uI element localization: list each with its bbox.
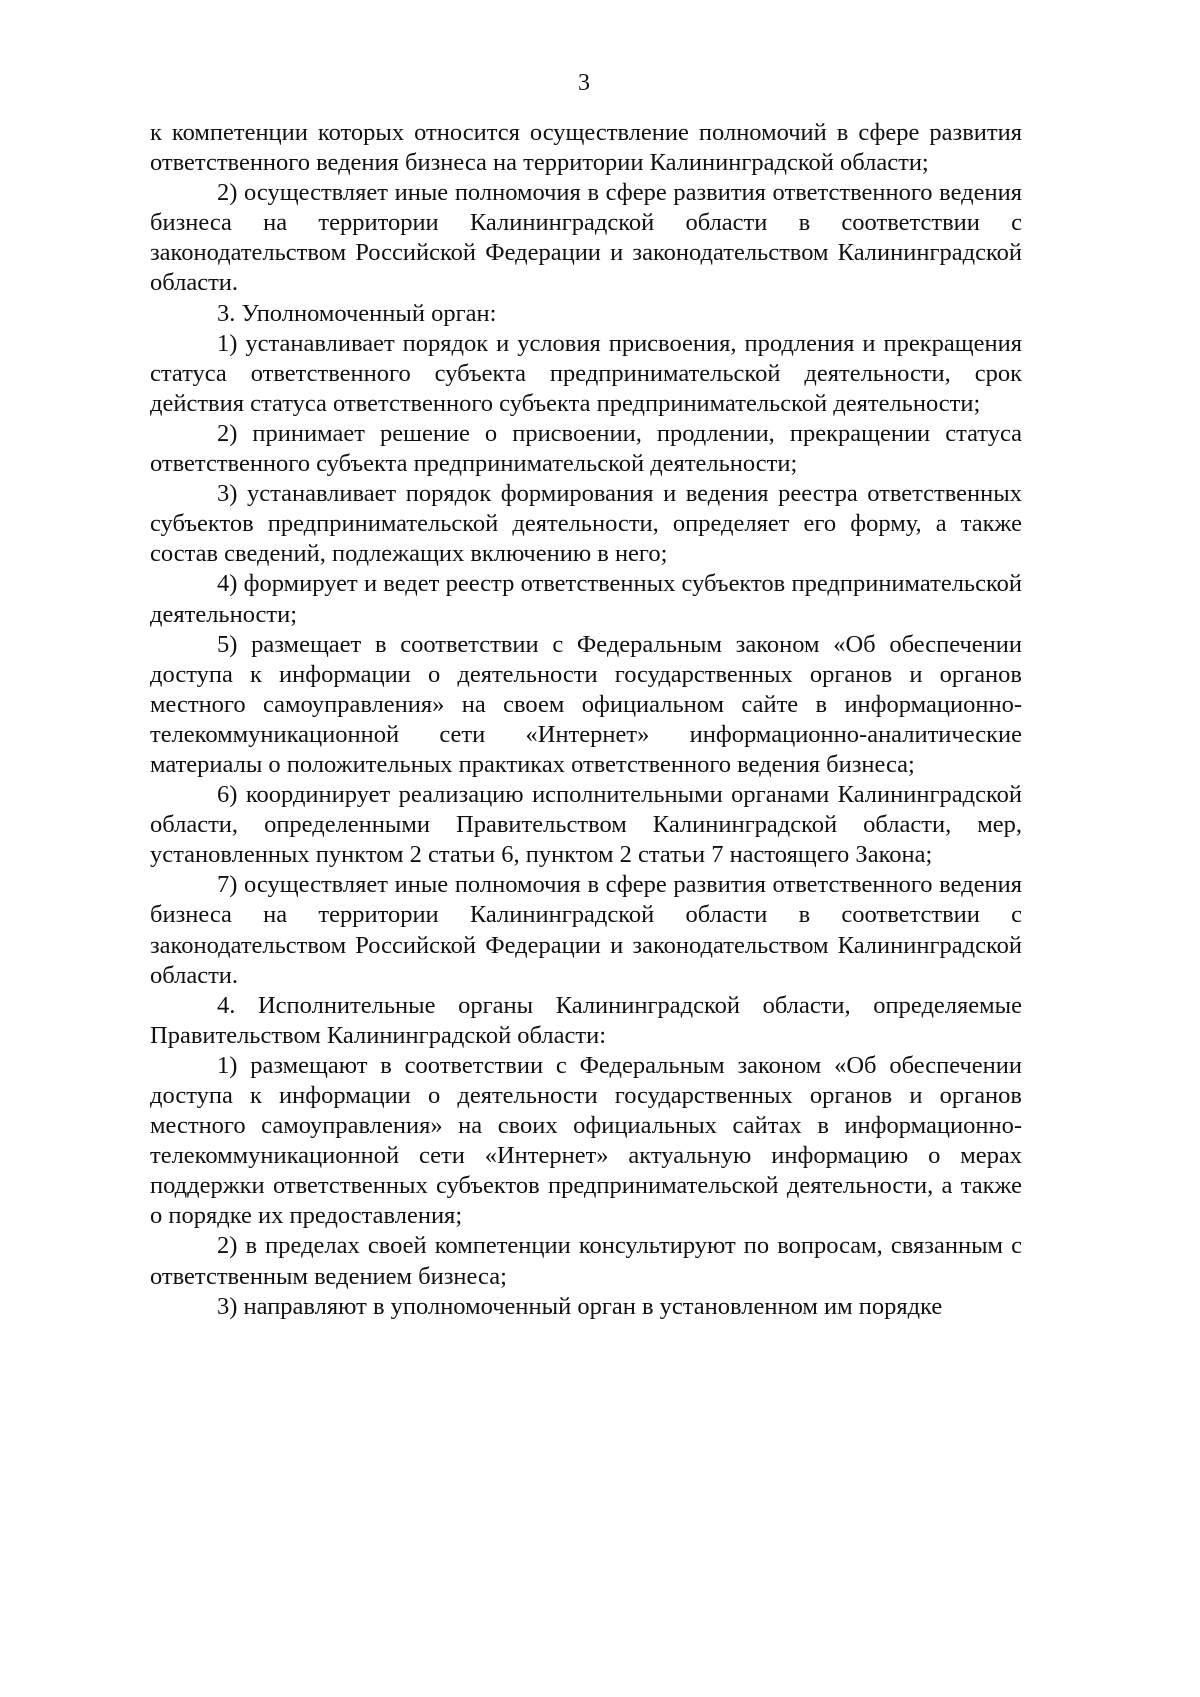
paragraph: 1) размещают в соответствии с Федеральным законом «Об обеспечении доступа к информации о деятельности государственных органов и органов местного самоуправления» на своих официальных сайтах в информационно-телекоммуникационной сети «Интернет» актуальную информацию о мерах поддержки ответственных субъектов предпринимательской деятельности, а также о порядке их предоставления; — [150, 1051, 1022, 1230]
paragraph: 3) направляют в уполномоченный орган в установленном им порядке — [217, 1292, 943, 1320]
paragraph: 1) устанавливает порядок и условия присвоения, продления и прекращения статуса ответственного субъекта предпринимательской деятельности, срок действия статуса ответственного субъекта предпринимательской деятельности; — [150, 329, 1022, 417]
paragraph: 2) в пределах своей компетенции консультируют по вопросам, связанным с ответственным ведением бизнеса; — [150, 1232, 1022, 1290]
paragraph: 2) принимает решение о присвоении, продлении, прекращении статуса ответственного субъекта предпринимательской деятельности; — [150, 419, 1022, 478]
document-body — [150, 118, 1022, 1322]
paragraph: к компетенции которых относится осуществление полномочий в сфере развития ответственного ведения бизнеса на территории Калининградской области; — [150, 119, 1022, 177]
section-heading: 4. Исполнительные органы Калининградской области, определяемые Правительством Калининградской области: — [150, 991, 1022, 1049]
paragraph: 2) осуществляет иные полномочия в сфере развития ответственного ведения бизнеса на территории Калининградской области в соответствии с законодательством Российской Федерации и законодательством Калининградской области. — [150, 179, 1022, 297]
paragraph: 5) размещает в соответствии с Федеральным законом «Об обеспечении доступа к информации о деятельности государственных органов и органов местного самоуправления» на своем официальном сайте в информационно-телекоммуникационной сети «Интернет» информационно-аналитические материалы о положительных практиках ответственного ведения бизнеса; — [150, 630, 1022, 778]
paragraph: 6) координирует реализацию исполнительными органами Калининградской области, определенными Правительством Калининградской области, мер, установленных пунктом 2 статьи 6, пунктом 2 статьи 7 настоящего Закона; — [150, 781, 1022, 869]
paragraph: 3) устанавливает порядок формирования и ведения реестра ответственных субъектов предпринимательской деятельности, определяет его форму, а также состав сведений, подлежащих включению в него; — [150, 480, 1022, 568]
page-number: 3 — [578, 70, 590, 96]
paragraph: 4) формирует и ведет реестр ответственных субъектов предпринимательской деятельности; — [150, 570, 1022, 628]
paragraph: 7) осуществляет иные полномочия в сфере развития ответственного ведения бизнеса на территории Калининградской области в соответствии с законодательством Российской Федерации и законодательством Калининградской области. — [150, 871, 1022, 989]
section-heading: 3. Уполномоченный орган: — [217, 299, 497, 327]
